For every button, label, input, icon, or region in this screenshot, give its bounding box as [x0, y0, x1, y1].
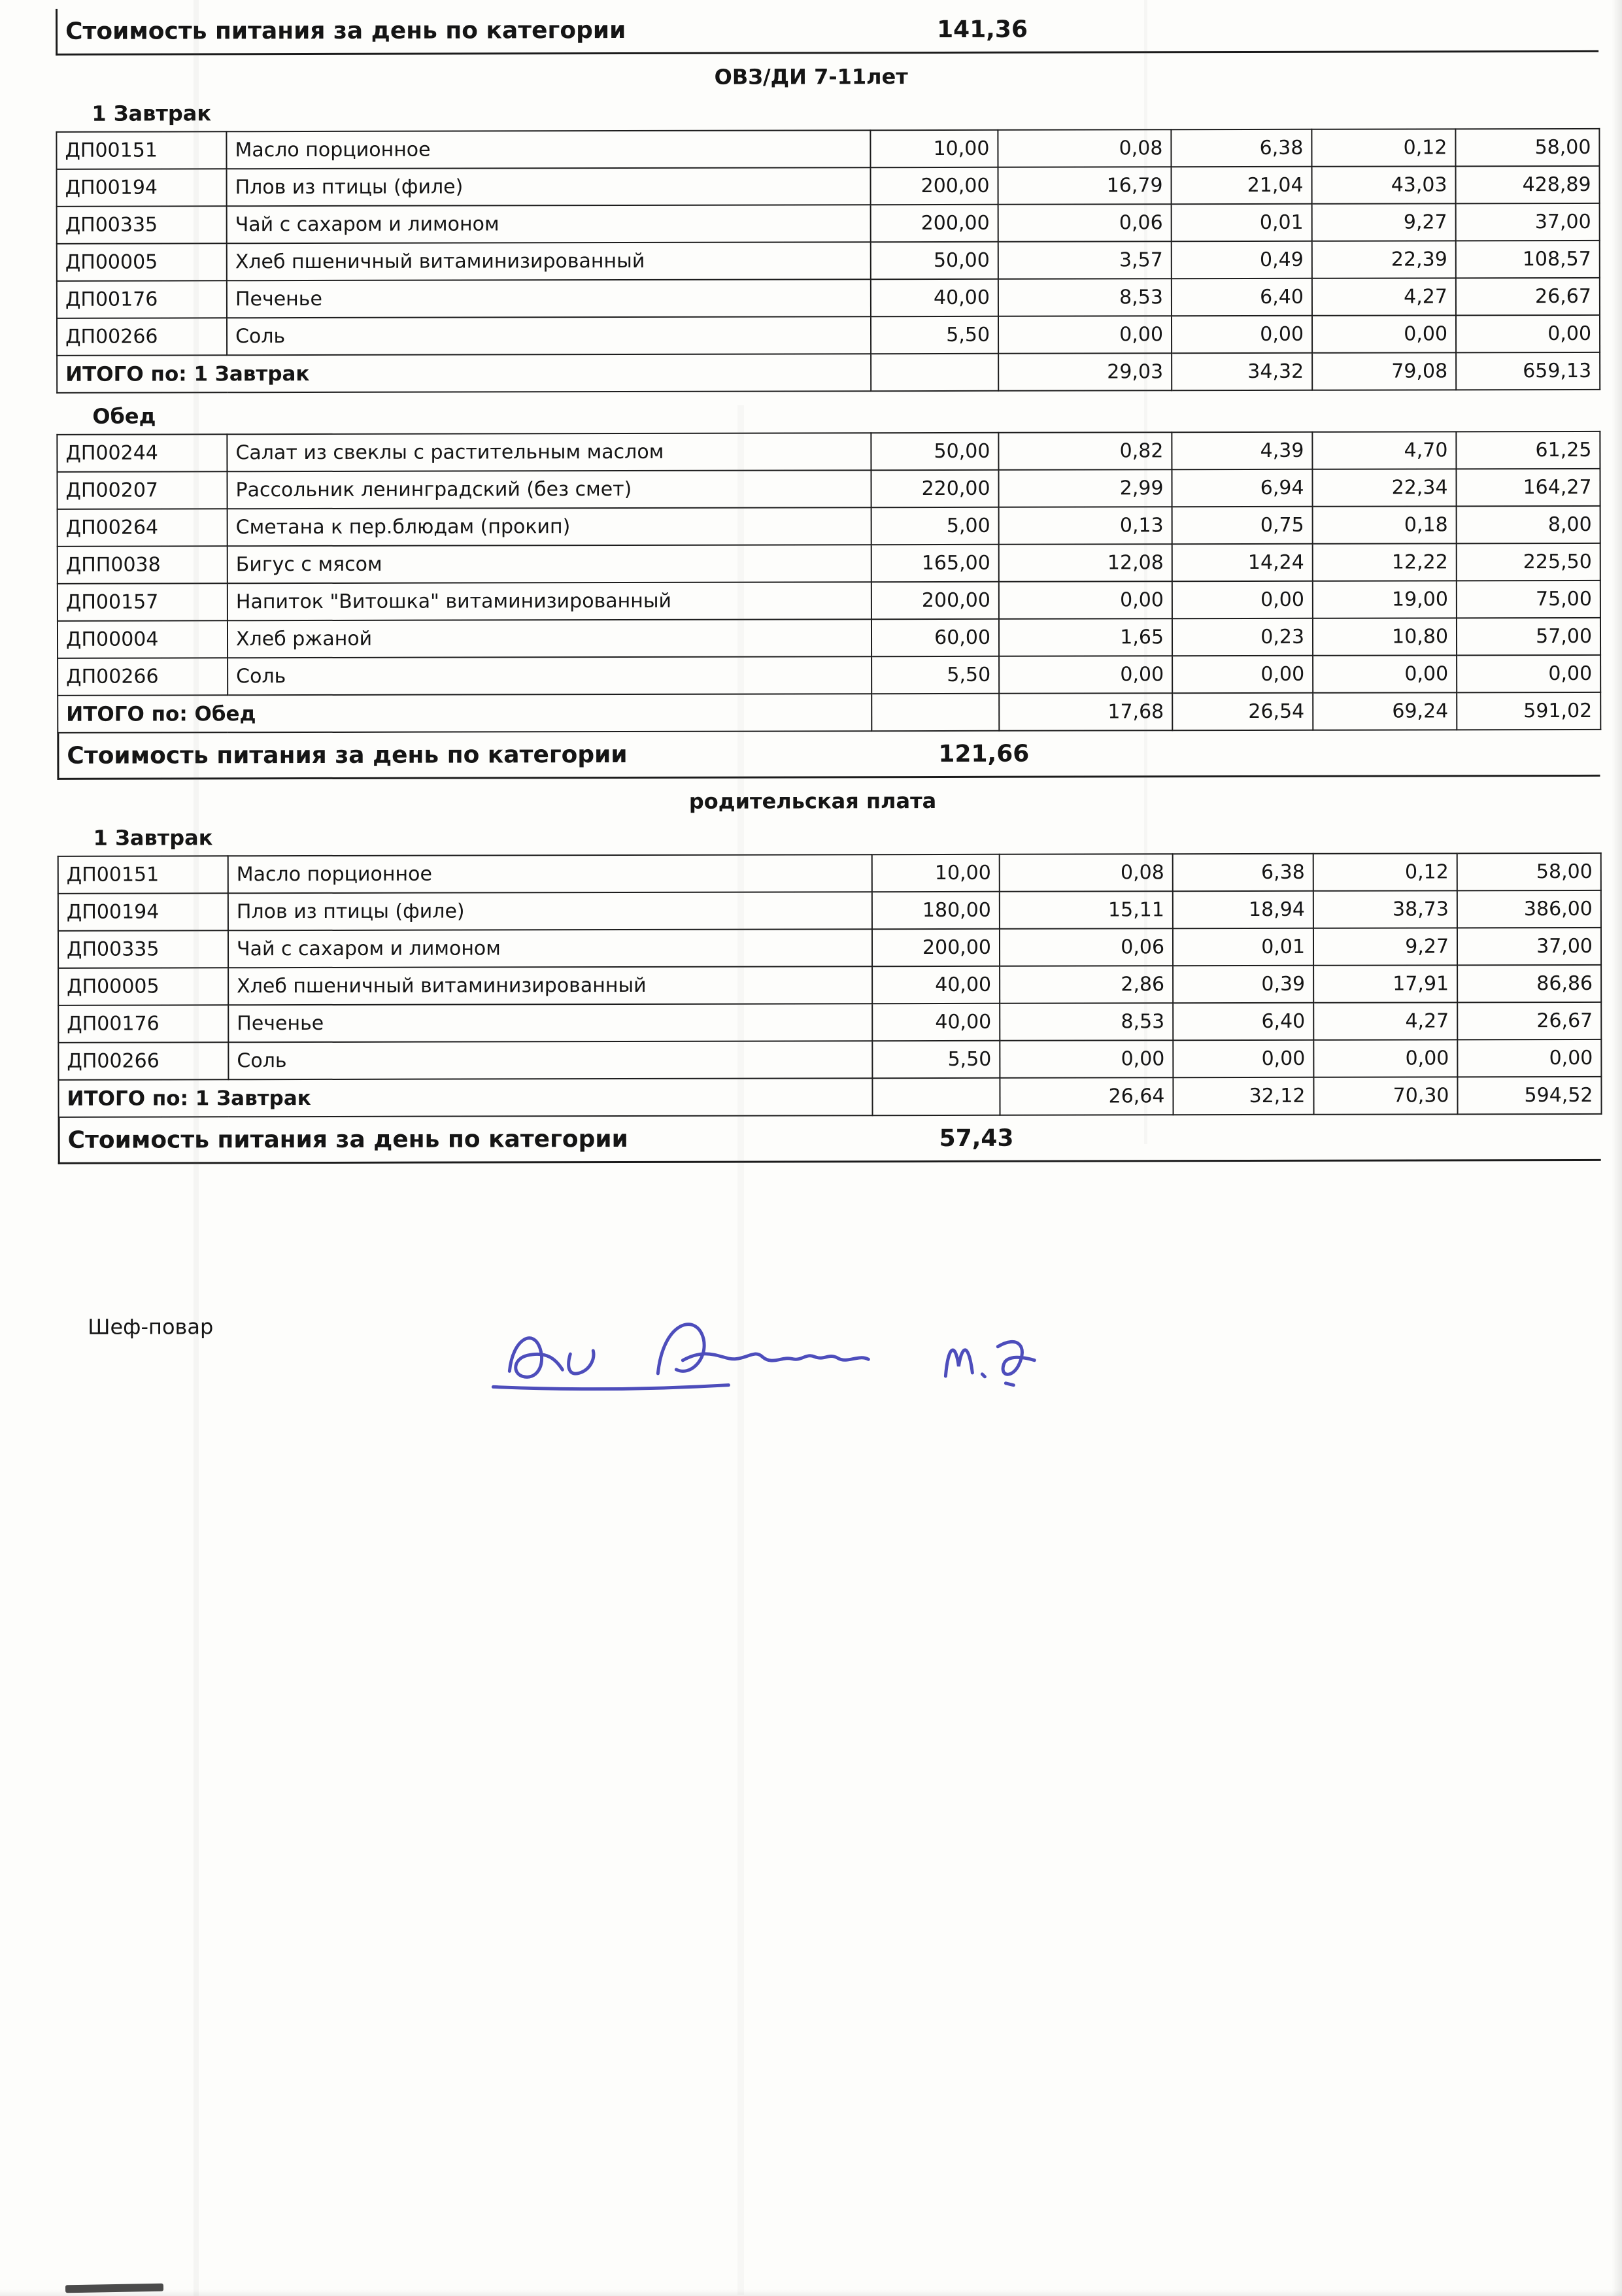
- value-cell: 3,57: [998, 241, 1172, 279]
- dish-code-cell: ДП00244: [57, 434, 227, 472]
- value-cell: 0,18: [1313, 506, 1457, 543]
- total-value-cell: 17,68: [999, 693, 1172, 731]
- dish-code-cell: ДПП0038: [58, 546, 228, 584]
- dish-code-cell: ДП00194: [57, 169, 227, 207]
- total-label-cell: ИТОГО по: Обед: [58, 694, 871, 733]
- category-title-parent: родительская плата: [688, 788, 937, 814]
- total-value-cell: 34,32: [1172, 353, 1312, 390]
- value-cell: 0,08: [998, 129, 1171, 167]
- value-cell: 9,27: [1313, 928, 1457, 965]
- dish-name-cell: Сметана к пер.блюдам (прокип): [228, 507, 871, 546]
- value-cell: 0,00: [1000, 1040, 1173, 1078]
- dish-code-cell: ДП00004: [58, 620, 228, 658]
- value-cell: 6,94: [1172, 469, 1312, 507]
- signature-block: [3, 1259, 1622, 1459]
- value-cell: 4,27: [1312, 278, 1456, 315]
- daily-cost-line-ovz: [57, 730, 1600, 780]
- breakfast-table-ovz: [56, 128, 1600, 394]
- value-cell: 12,22: [1313, 543, 1457, 581]
- dish-code-cell: ДП00176: [57, 280, 227, 318]
- value-cell: 6,40: [1173, 1003, 1313, 1040]
- daily-cost-label: Стоимость питания за день по категории: [67, 741, 628, 769]
- empty-cell: [872, 1078, 1000, 1115]
- total-row: [57, 352, 1600, 393]
- dish-name-cell: Салат из свеклы с растительным маслом: [227, 433, 871, 471]
- lunch-table-ovz: [56, 431, 1601, 734]
- dish-name-cell: Соль: [228, 656, 871, 695]
- dish-name-cell: Бигус с мясом: [228, 545, 871, 583]
- dish-code-cell: ДП00266: [58, 658, 228, 696]
- dish-code-cell: ДП00005: [57, 243, 227, 281]
- dish-name-cell: Печенье: [228, 1004, 872, 1042]
- dish-code-cell: ДП00207: [57, 471, 227, 509]
- value-cell: 2,86: [1000, 966, 1173, 1004]
- table-row: [58, 928, 1601, 968]
- total-row: [58, 1077, 1601, 1117]
- value-cell: 26,67: [1456, 278, 1600, 315]
- value-cell: 12,08: [999, 544, 1172, 582]
- value-cell: 58,00: [1457, 853, 1601, 890]
- dish-code-cell: ДП00266: [58, 1042, 228, 1080]
- value-cell: 0,06: [1000, 928, 1173, 966]
- value-cell: 0,00: [1172, 581, 1313, 618]
- value-cell: 4,70: [1312, 431, 1456, 469]
- qty-cell: 165,00: [871, 545, 999, 582]
- daily-cost-label: Стоимость питания за день по категории: [65, 16, 626, 45]
- table-row: [57, 315, 1600, 356]
- value-cell: 164,27: [1456, 469, 1600, 506]
- value-cell: 6,40: [1172, 279, 1312, 316]
- qty-cell: 10,00: [872, 854, 1000, 892]
- value-cell: 0,13: [999, 507, 1172, 545]
- dish-name-cell: Хлеб пшеничный витаминизированный: [227, 242, 871, 280]
- qty-cell: 40,00: [871, 279, 998, 316]
- dish-code-cell: ДП00194: [58, 893, 228, 931]
- value-cell: 386,00: [1457, 890, 1601, 928]
- total-row: [58, 692, 1600, 733]
- value-cell: 0,06: [998, 204, 1172, 242]
- value-cell: 58,00: [1455, 129, 1599, 166]
- dish-name-cell: Плов из птицы (филе): [227, 167, 871, 206]
- dish-name-cell: Печенье: [227, 279, 871, 318]
- table-row: [57, 431, 1600, 472]
- table-row: [58, 1039, 1601, 1080]
- value-cell: 4,27: [1313, 1002, 1457, 1039]
- qty-cell: 50,00: [871, 433, 998, 470]
- qty-cell: 200,00: [871, 167, 998, 205]
- value-cell: 0,00: [1457, 1039, 1601, 1077]
- value-cell: 37,00: [1456, 203, 1600, 241]
- value-cell: 0,12: [1313, 853, 1457, 890]
- table-row: [58, 965, 1601, 1005]
- table-row: [58, 890, 1601, 931]
- value-cell: 0,39: [1173, 966, 1313, 1003]
- value-cell: 22,39: [1312, 241, 1456, 278]
- value-cell: 16,79: [998, 167, 1172, 205]
- table-row: [58, 1002, 1601, 1043]
- value-cell: 0,23: [1172, 618, 1313, 656]
- value-cell: 75,00: [1457, 581, 1600, 618]
- value-cell: 0,01: [1172, 204, 1312, 241]
- table-row: [57, 278, 1600, 318]
- value-cell: 6,38: [1173, 854, 1313, 891]
- value-cell: 4,39: [1172, 432, 1312, 469]
- qty-cell: 5,00: [871, 507, 999, 545]
- total-value-cell: 591,02: [1457, 692, 1600, 730]
- dish-name-cell: Рассольник ленинградский (без смет): [227, 470, 871, 509]
- qty-cell: 5,50: [871, 316, 998, 354]
- chef-title-label: Шеф-повар: [88, 1314, 214, 1340]
- table-row: [57, 241, 1600, 281]
- total-value-cell: 32,12: [1173, 1077, 1313, 1115]
- qty-cell: 200,00: [872, 929, 1000, 966]
- dish-code-cell: ДП00335: [57, 206, 227, 244]
- category-title-ovz: ОВЗ/ДИ 7-11лет: [714, 64, 908, 90]
- value-cell: 8,53: [998, 279, 1172, 316]
- dish-code-cell: ДП00157: [58, 583, 228, 621]
- total-value-cell: 29,03: [998, 353, 1172, 391]
- total-label-cell: ИТОГО по: 1 Завтрак: [57, 354, 871, 393]
- table-row: [57, 469, 1600, 509]
- table-row: [57, 166, 1600, 207]
- table-row: [58, 543, 1600, 584]
- value-cell: 38,73: [1313, 890, 1457, 928]
- total-value-cell: 594,52: [1457, 1077, 1601, 1114]
- value-cell: 0,00: [999, 656, 1172, 694]
- empty-cell: [871, 354, 998, 391]
- table-row: [58, 506, 1600, 547]
- table-row: [58, 655, 1600, 696]
- table-row: [58, 581, 1600, 621]
- dish-name-cell: Хлеб пшеничный витаминизированный: [228, 966, 872, 1005]
- qty-cell: 5,50: [871, 656, 999, 694]
- qty-cell: 220,00: [871, 470, 998, 507]
- daily-cost-value: 121,66: [938, 740, 1030, 768]
- value-cell: 18,94: [1173, 891, 1313, 928]
- value-cell: 1,65: [999, 618, 1172, 656]
- total-value-cell: 79,08: [1312, 352, 1456, 390]
- total-value-cell: 69,24: [1313, 692, 1457, 730]
- empty-cell: [871, 694, 999, 731]
- value-cell: 19,00: [1313, 581, 1457, 618]
- value-cell: 21,04: [1172, 167, 1312, 204]
- value-cell: 225,50: [1457, 543, 1600, 581]
- dish-name-cell: Чай с сахаром и лимоном: [228, 929, 872, 968]
- value-cell: 8,00: [1457, 506, 1600, 543]
- value-cell: 10,80: [1313, 618, 1457, 655]
- dish-code-cell: ДП00176: [58, 1005, 228, 1043]
- value-cell: 9,27: [1312, 203, 1456, 241]
- value-cell: 108,57: [1456, 241, 1600, 278]
- total-label-cell: ИТОГО по: 1 Завтрак: [58, 1078, 872, 1117]
- value-cell: 0,01: [1173, 928, 1313, 966]
- value-cell: 428,89: [1456, 166, 1600, 203]
- dish-code-cell: ДП00264: [58, 509, 228, 547]
- daily-cost-label: Стоимость питания за день по категории: [67, 1125, 628, 1154]
- value-cell: 15,11: [1000, 891, 1173, 929]
- breakfast-table-parent: [58, 853, 1602, 1118]
- value-cell: 0,00: [999, 581, 1172, 619]
- value-cell: 86,86: [1457, 965, 1601, 1002]
- value-cell: 57,00: [1457, 618, 1600, 655]
- value-cell: 0,08: [1000, 854, 1173, 892]
- value-cell: 6,38: [1171, 129, 1311, 167]
- table-row: [56, 129, 1599, 169]
- dish-name-cell: Соль: [228, 1041, 872, 1079]
- table-row: [58, 853, 1601, 894]
- value-cell: 37,00: [1457, 928, 1601, 965]
- daily-cost-line-parent: [58, 1115, 1601, 1164]
- dish-name-cell: Масло порционное: [226, 130, 870, 169]
- dish-name-cell: Чай с сахаром и лимоном: [227, 205, 871, 243]
- dish-code-cell: ДП00151: [58, 856, 228, 894]
- scan-edge-shadow: [1612, 0, 1622, 2296]
- chef-signature: [447, 1260, 1088, 1412]
- total-value-cell: 26,64: [1000, 1077, 1173, 1115]
- qty-cell: 60,00: [871, 619, 999, 656]
- value-cell: 0,00: [1313, 655, 1457, 692]
- value-cell: 26,67: [1457, 1002, 1601, 1039]
- value-cell: 8,53: [1000, 1003, 1173, 1041]
- qty-cell: 50,00: [871, 242, 998, 279]
- total-value-cell: 26,54: [1172, 693, 1313, 730]
- value-cell: 0,00: [1456, 315, 1600, 352]
- section-title-lunch: Обед: [92, 403, 156, 429]
- qty-cell: 5,50: [872, 1041, 1000, 1078]
- value-cell: 22,34: [1312, 469, 1456, 506]
- table-row: [57, 203, 1600, 244]
- qty-cell: 200,00: [871, 205, 998, 242]
- value-cell: 0,82: [998, 432, 1172, 470]
- qty-cell: 40,00: [872, 1004, 1000, 1041]
- qty-cell: 10,00: [870, 130, 998, 167]
- value-cell: 0,00: [1313, 1039, 1457, 1077]
- value-cell: 0,12: [1311, 129, 1455, 166]
- dish-code-cell: ДП00005: [58, 968, 228, 1005]
- daily-cost-line-top: [56, 6, 1598, 56]
- section-title-breakfast-2: 1 Завтрак: [93, 825, 213, 851]
- table-row: [58, 618, 1600, 658]
- scan-edge-shadow: [0, 2289, 1622, 2296]
- total-value-cell: 70,30: [1313, 1077, 1457, 1114]
- dish-name-cell: Соль: [227, 316, 871, 355]
- value-cell: 0,00: [1312, 315, 1456, 352]
- value-cell: 61,25: [1456, 431, 1600, 469]
- dish-code-cell: ДП00151: [56, 131, 226, 169]
- dish-name-cell: Напиток "Витошка" витаминизированный: [228, 582, 871, 620]
- daily-cost-value: 57,43: [939, 1124, 1014, 1152]
- dish-code-cell: ДП00266: [57, 318, 227, 356]
- value-cell: 0,75: [1172, 507, 1313, 544]
- dish-name-cell: Масло порционное: [228, 854, 872, 893]
- value-cell: 17,91: [1313, 965, 1457, 1002]
- dish-name-cell: Плов из птицы (филе): [228, 892, 872, 930]
- value-cell: 0,00: [1172, 316, 1312, 353]
- value-cell: 0,00: [1457, 655, 1600, 692]
- value-cell: 2,99: [998, 469, 1172, 507]
- daily-cost-value: 141,36: [937, 16, 1028, 43]
- section-title-breakfast-1: 1 Завтрак: [92, 101, 212, 126]
- document-content: [0, 6, 1622, 1459]
- value-cell: 0,00: [998, 316, 1172, 354]
- total-value-cell: 659,13: [1456, 352, 1600, 390]
- qty-cell: 200,00: [871, 582, 999, 619]
- dish-code-cell: ДП00335: [58, 930, 228, 968]
- qty-cell: 40,00: [872, 966, 1000, 1004]
- dish-name-cell: Хлеб ржаной: [228, 619, 871, 658]
- qty-cell: 180,00: [872, 892, 1000, 929]
- value-cell: 0,00: [1172, 656, 1313, 693]
- value-cell: 0,49: [1172, 241, 1312, 279]
- value-cell: 43,03: [1312, 166, 1456, 203]
- value-cell: 14,24: [1172, 544, 1313, 581]
- value-cell: 0,00: [1173, 1040, 1313, 1077]
